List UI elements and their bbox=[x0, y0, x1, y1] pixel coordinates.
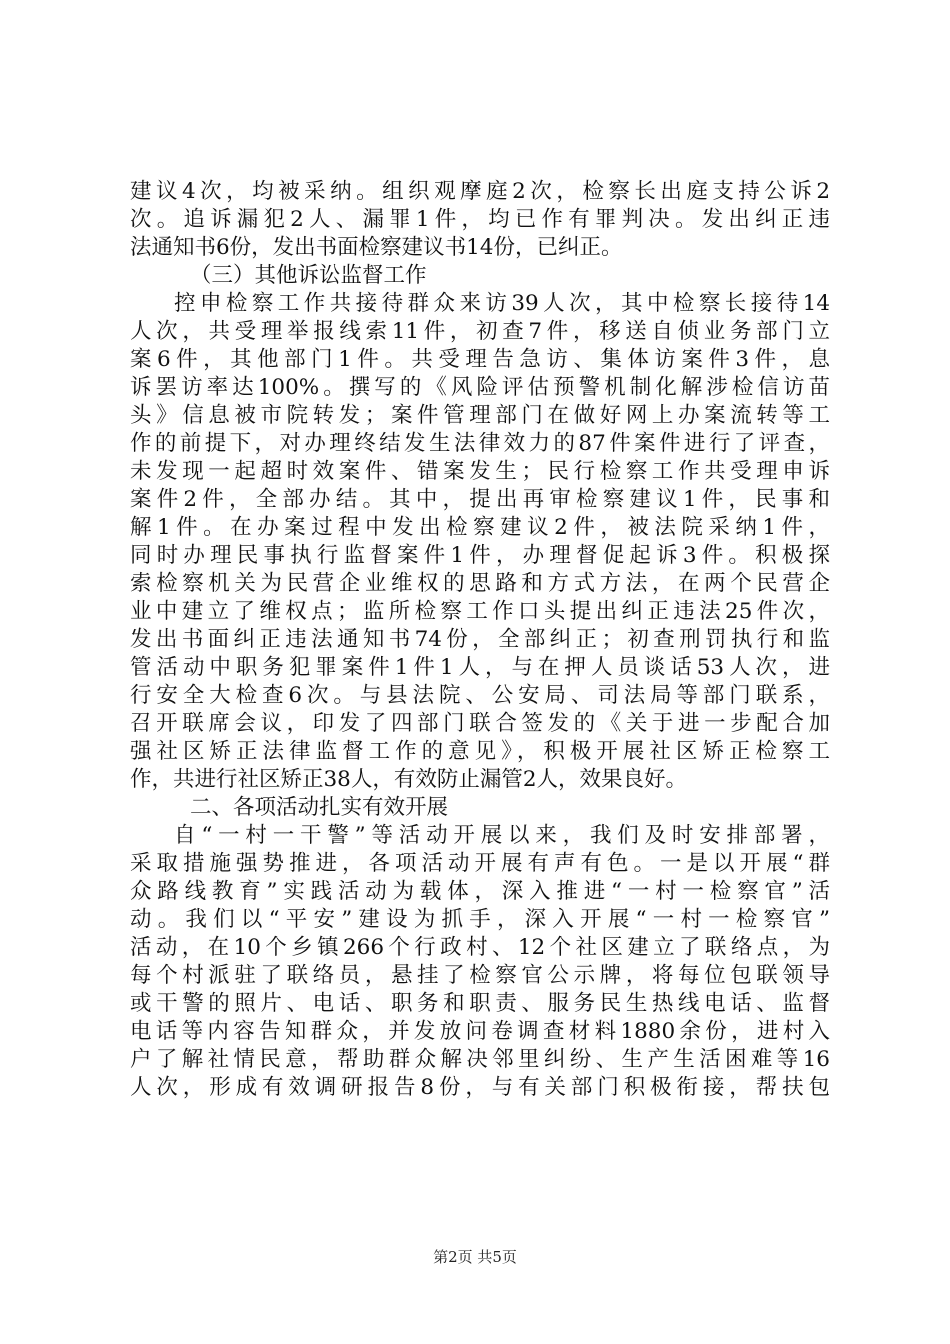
text-line: 诉罢访率达100%。撰写的《风险评估预警机制化解涉检信访苗 bbox=[130, 375, 830, 400]
section-heading: （三）其他诉讼监督工作 bbox=[190, 263, 427, 288]
text-line: 活动，在10个乡镇266个行政村、12个社区建立了联络点，为 bbox=[130, 935, 830, 960]
text-line: 作的前提下，对办理终结发生法律效力的87件案件进行了评查， bbox=[130, 431, 830, 456]
text-line: 发出书面纠正违法通知书74份，全部纠正；初查刑罚执行和监 bbox=[130, 627, 830, 652]
text-line: 控申检察工作共接待群众来访39人次，其中检察长接待14 bbox=[174, 291, 830, 316]
text-line: 业中建立了维权点；监所检察工作口头提出纠正违法25件次， bbox=[130, 599, 830, 624]
text-line: 或干警的照片、电话、职务和职责、服务民生热线电话、监督 bbox=[130, 991, 830, 1016]
text-line: 众路线教育”实践活动为载体，深入推进“一村一检察官”活 bbox=[130, 879, 830, 904]
text-line: 户了解社情民意，帮助群众解决邻里纠纷、生产生活困难等16 bbox=[130, 1047, 830, 1072]
text-line: 管活动中职务犯罪案件1件1人，与在押人员谈话53人次，进 bbox=[130, 655, 830, 680]
text-line: 人次，形成有效调研报告8份，与有关部门积极衔接，帮扶包 bbox=[130, 1075, 830, 1100]
text-line: 头》信息被市院转发；案件管理部门在做好网上办案流转等工 bbox=[130, 403, 830, 428]
text-line: 行安全大检查6次。与县法院、公安局、司法局等部门联系， bbox=[130, 683, 830, 708]
text-line: 案6件，其他部门1件。共受理告急访、集体访案件3件，息 bbox=[130, 347, 830, 372]
text-line: 案件2件，全部办结。其中，提出再审检察建议1件，民事和 bbox=[130, 487, 830, 512]
text-line: 同时办理民事执行监督案件1件，办理督促起诉3件。积极探 bbox=[130, 543, 830, 568]
text-line: 法通知书6份，发出书面检察建议书14份，已纠正。 bbox=[130, 235, 623, 260]
text-line: 强社区矫正法律监督工作的意见》，积极开展社区矫正检察工 bbox=[130, 739, 830, 764]
section-heading: 二、各项活动扎实有效开展 bbox=[190, 795, 449, 820]
text-line: 自“一村一干警”等活动开展以来，我们及时安排部署， bbox=[174, 823, 830, 848]
document-body bbox=[130, 178, 830, 1102]
text-line: 人次，共受理举报线索11件，初查7件，移送自侦业务部门立 bbox=[130, 319, 830, 344]
page-footer: 第2页 共5页 bbox=[433, 1248, 517, 1266]
text-line: 电话等内容告知群众，并发放问卷调查材料1880余份，进村入 bbox=[130, 1019, 830, 1044]
text-line: 作，共进行社区矫正38人，有效防止漏管2人，效果良好。 bbox=[130, 767, 688, 792]
text-line: 未发现一起超时效案件、错案发生；民行检察工作共受理申诉 bbox=[130, 459, 830, 484]
text-line: 解1件。在办案过程中发出检察建议2件，被法院采纳1件， bbox=[130, 515, 830, 540]
text-line: 召开联席会议，印发了四部门联合签发的《关于进一步配合加 bbox=[130, 711, 830, 736]
text-line: 次。追诉漏犯2人、漏罪1件，均已作有罪判决。发出纠正违 bbox=[130, 207, 830, 232]
text-line: 索检察机关为民营企业维权的思路和方式方法，在两个民营企 bbox=[130, 571, 830, 596]
text-line: 动。我们以“平安”建设为抓手，深入开展“一村一检察官” bbox=[130, 907, 830, 932]
text-line: 建议4次，均被采纳。组织观摩庭2次，检察长出庭支持公诉2 bbox=[130, 179, 830, 204]
text-line: 每个村派驻了联络员，悬挂了检察官公示牌，将每位包联领导 bbox=[130, 963, 830, 988]
text-line: 采取措施强势推进，各项活动开展有声有色。一是以开展“群 bbox=[130, 851, 830, 876]
